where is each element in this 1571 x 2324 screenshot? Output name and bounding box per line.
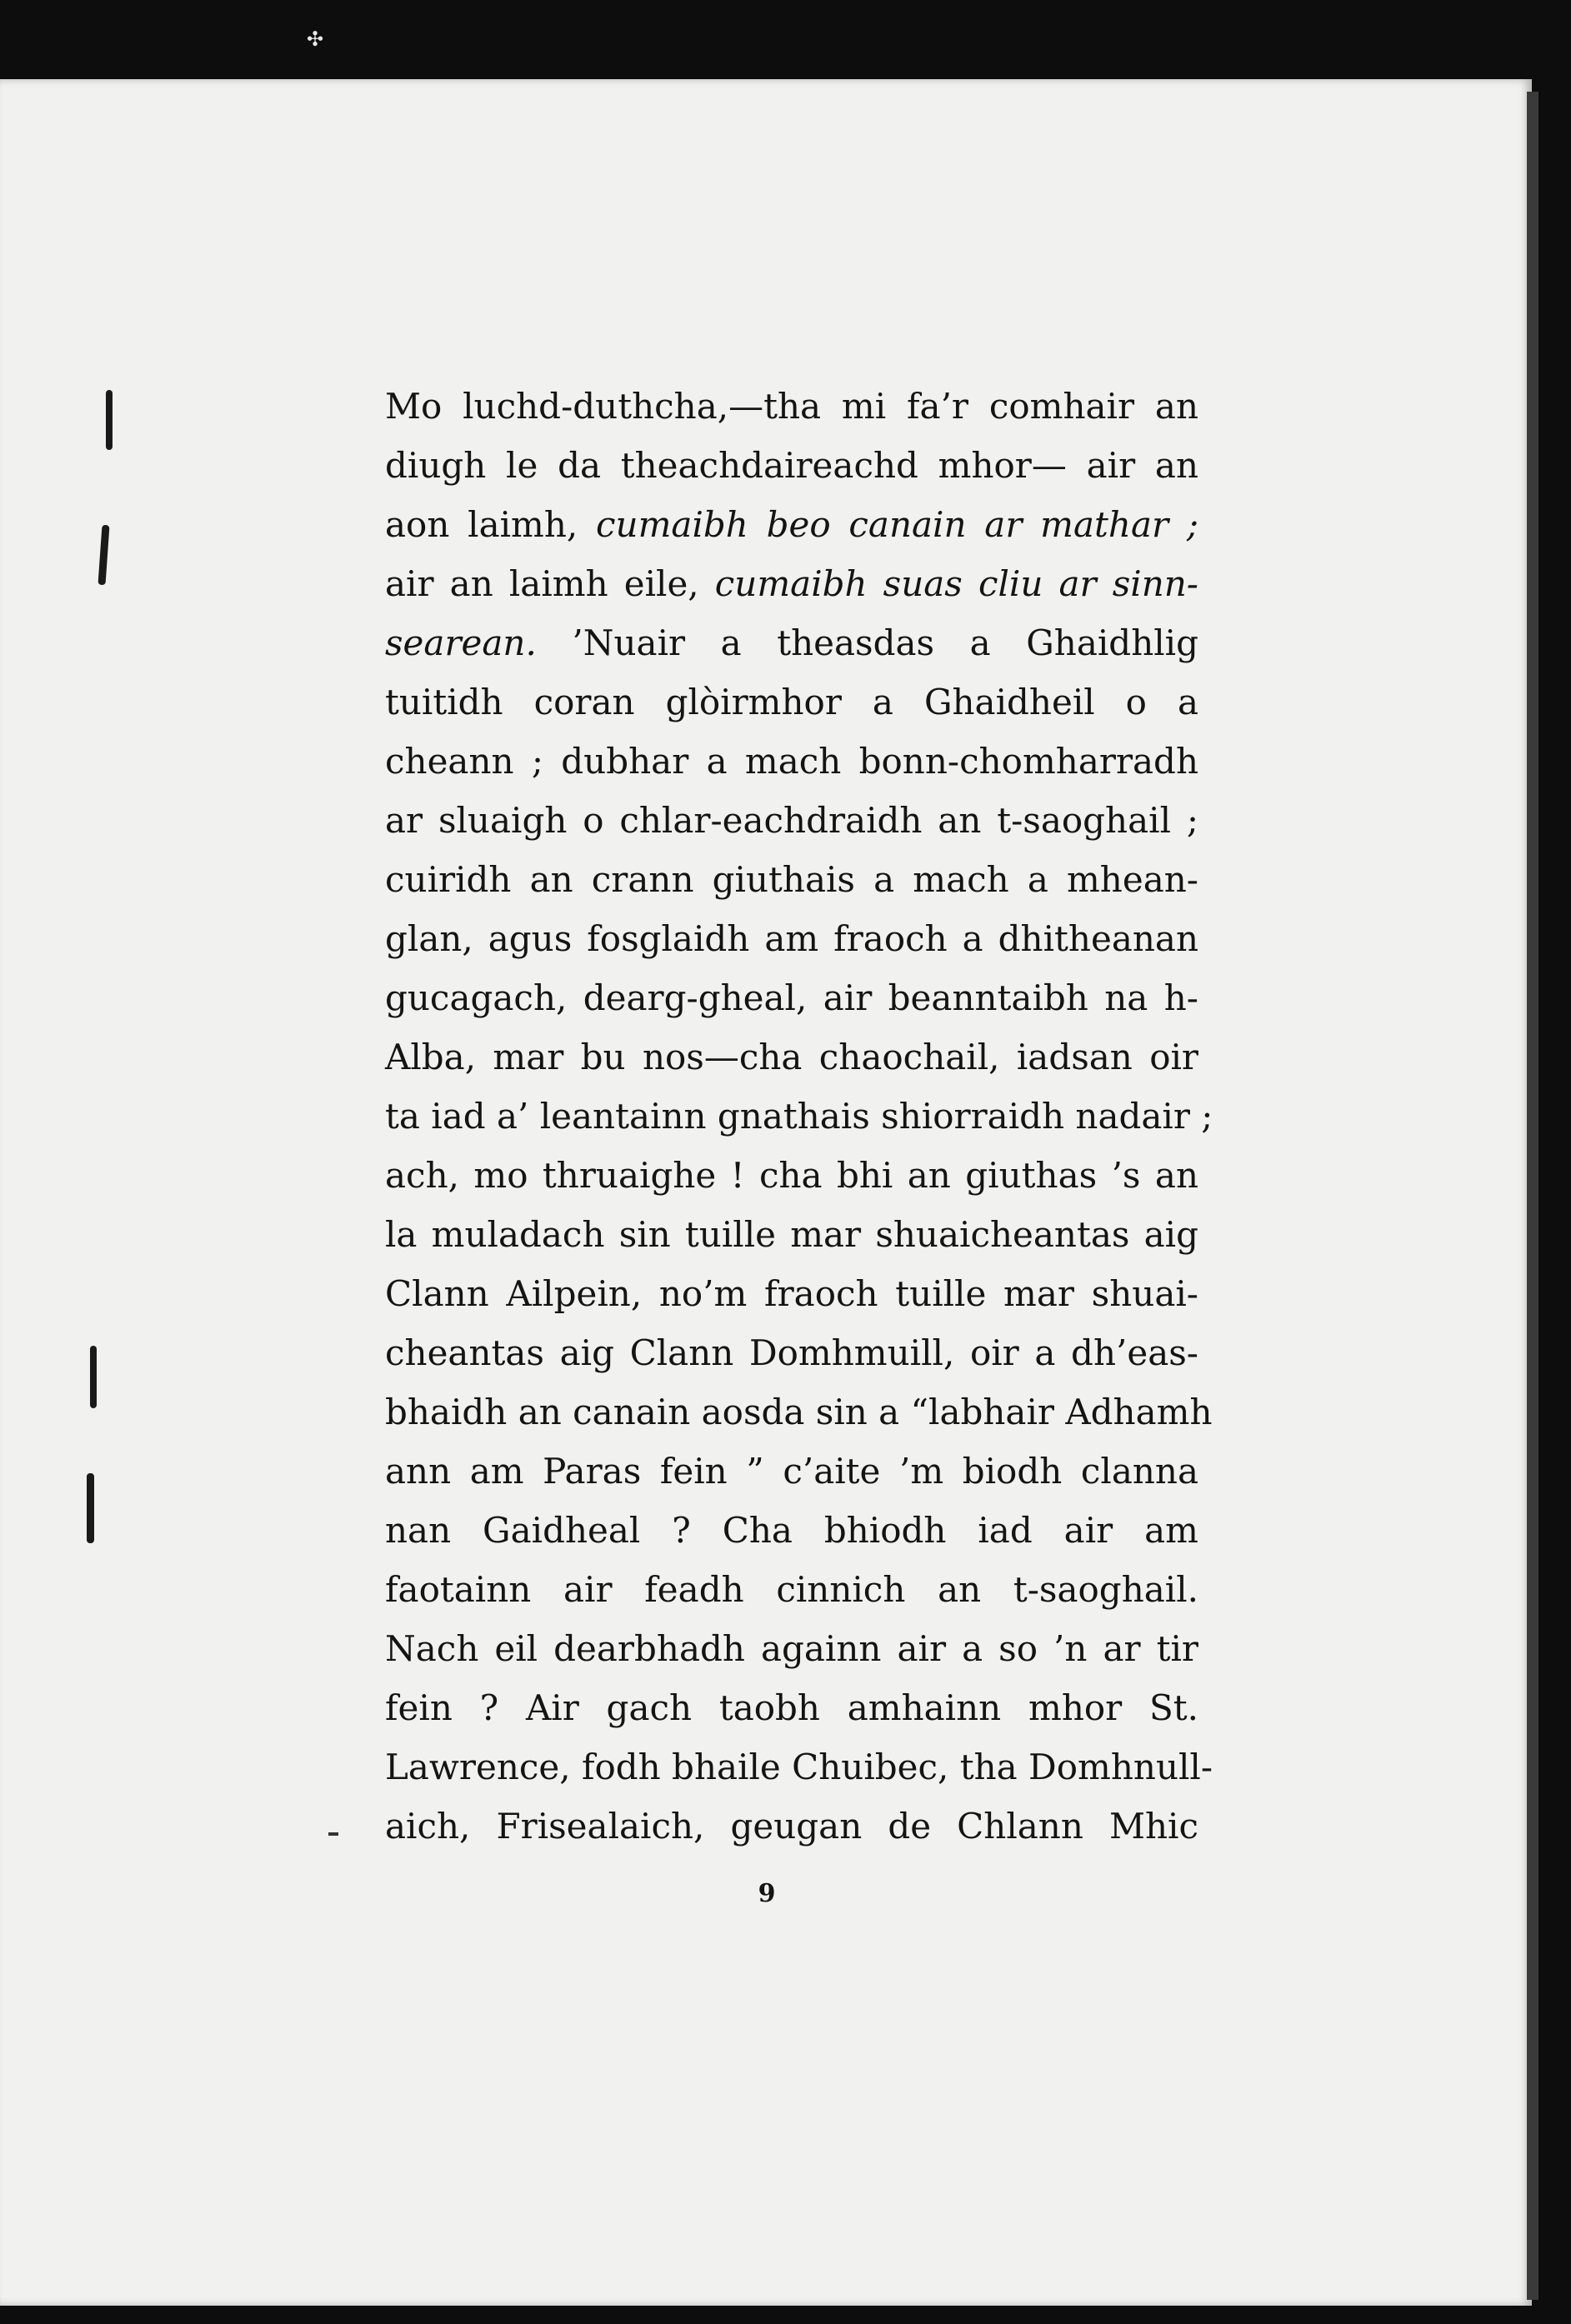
text-line: searean. ’Nuair a theasdas a Ghaidhlig xyxy=(385,622,1198,663)
text-line: ach, mo thruaighe ! cha bhi an giuthas ’s an xyxy=(385,1155,1198,1196)
text-line: cheantas aig Clann Domhmuill, oir a dh’eas- xyxy=(385,1332,1198,1373)
text-line: cuiridh an crann giuthais a mach a mhean- xyxy=(385,859,1198,900)
text-line: Clann Ailpein, no’m fraoch tuille mar shuai- xyxy=(385,1273,1198,1314)
text-line: nan Gaidheal ? Cha bhiodh iad air am xyxy=(385,1510,1198,1551)
text-line: diugh le da theachdaireachd mhor— air an xyxy=(385,445,1198,486)
page-number: 9 xyxy=(758,1879,776,1908)
text-line: Nach eil dearbhadh againn air a so ’n ar tir xyxy=(385,1628,1198,1669)
text-line: tuitidh coran glòirmhor a Ghaidheil o a xyxy=(385,682,1198,722)
text-line: fein ? Air gach taobh amhainn mhor St. xyxy=(385,1687,1198,1728)
text-line: Mo luchd-duthcha,—tha mi fa’r comhair an xyxy=(385,386,1198,427)
body-text xyxy=(385,377,1213,1856)
italic-phrase: cumaibh suas cliu ar sinn- xyxy=(714,563,1198,604)
binding-mark xyxy=(87,1473,94,1543)
text-line: bhaidh an canain aosda sin a “labhair Adhamh xyxy=(385,1392,1213,1432)
text-line: gucagach, dearg-gheal, air beanntaibh na h- xyxy=(385,977,1198,1018)
text-line: Lawrence, fodh bhaile Chuibec, tha Domhnull- xyxy=(385,1747,1213,1787)
binding-mark xyxy=(106,390,113,450)
text-line: Alba, mar bu nos—cha chaochail, iadsan oir xyxy=(385,1037,1198,1077)
binding-mark xyxy=(90,1346,97,1408)
text-line: ta iad a’ leantainn gnathais shiorraidh nadair ; xyxy=(385,1096,1213,1137)
text-line: ann am Paras fein ” c’aite ’m biodh clanna xyxy=(385,1451,1198,1492)
text-line: cheann ; dubhar a mach bonn-chomharradh xyxy=(385,741,1198,782)
page-edge-shadow xyxy=(1527,92,1538,2300)
margin-dash-mark xyxy=(328,1832,338,1836)
text-line: aon laimh, cumaibh beo canain ar mathar ; xyxy=(385,504,1198,545)
text-line: ar sluaigh o chlar-eachdraidh an t-saoghail ; xyxy=(385,800,1198,841)
text-line: glan, agus fosglaidh am fraoch a dhitheanan xyxy=(385,918,1198,959)
italic-phrase: searean. xyxy=(385,622,537,663)
text-line: la muladach sin tuille mar shuaicheantas aig xyxy=(385,1214,1198,1255)
scan-speck-icon: ✣ xyxy=(307,27,324,51)
text-line: faotainn air feadh cinnich an t-saoghail. xyxy=(385,1569,1198,1610)
text-line: aich, Frisealaich, geugan de Chlann Mhic xyxy=(385,1806,1198,1847)
text-line: air an laimh eile, cumaibh suas cliu ar sinn- xyxy=(385,563,1198,604)
italic-phrase: cumaibh beo canain ar mathar ; xyxy=(596,504,1198,545)
